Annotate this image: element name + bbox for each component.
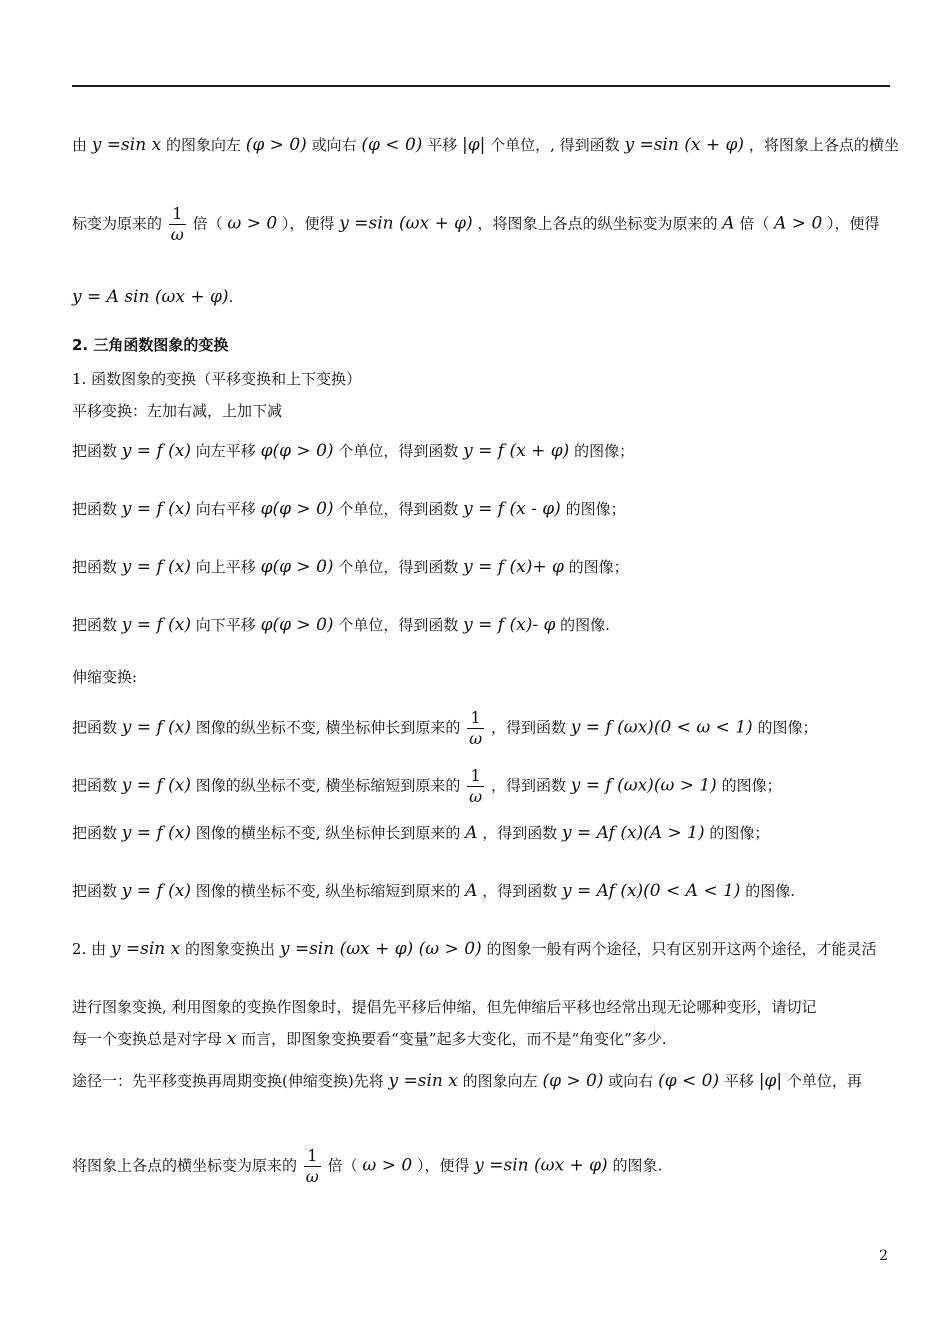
text: 的图像； xyxy=(709,824,770,842)
subheading: 1. 函数图象的变换（平移变换和上下变换） xyxy=(72,370,362,388)
formula: y = f (x) xyxy=(121,441,192,461)
formula: ω > 0 xyxy=(362,1155,413,1176)
text: 将图象上各点的横坐标变为原来的 xyxy=(72,1156,298,1175)
formula: φ(φ > 0) xyxy=(260,615,334,635)
fraction-denominator: ω xyxy=(305,1167,319,1186)
para1-line3 xyxy=(72,286,233,308)
formula: φ(φ > 0) xyxy=(260,441,334,461)
text: 途径一：先平移变换再周期变换(伸缩变换)先将 xyxy=(72,1072,384,1090)
text: 平移 xyxy=(427,136,458,154)
text: 的图象一般有两个途径，只有区别开这两个途径，才能灵活 xyxy=(486,940,877,958)
part2-line4 xyxy=(72,1070,862,1092)
formula: φ(φ > 0) xyxy=(260,499,334,519)
text: 把函数 xyxy=(72,776,118,795)
formula: y = f (x) xyxy=(121,615,192,635)
text: 把函数 xyxy=(72,442,118,460)
fraction-numerator: 1 xyxy=(467,766,484,787)
text: 或向右 xyxy=(311,136,357,154)
text: ），便得 xyxy=(281,214,335,233)
text: 向上平移 xyxy=(195,558,256,576)
formula: (φ > 0) xyxy=(245,135,307,155)
text: 倍（ xyxy=(192,214,223,233)
text: ，得到函数 xyxy=(482,882,558,900)
shift-item xyxy=(72,614,610,636)
formula: x xyxy=(226,1029,237,1049)
text: 把函数 xyxy=(72,824,118,842)
text: 图像的横坐标不变, 纵坐标伸长到原来的 xyxy=(195,824,461,842)
text: ，得到函数 xyxy=(490,776,566,795)
formula: φ(φ > 0) xyxy=(260,557,334,577)
text: 而言，即图象变换要看“变量”起多大变化，而不是“角变化”多少. xyxy=(241,1030,667,1048)
formula: y = f (x)- φ xyxy=(463,615,556,635)
para1-line2 xyxy=(72,204,880,245)
fraction-denominator: ω xyxy=(469,729,483,748)
text: 的图象变换出 xyxy=(185,940,276,958)
part2-line5 xyxy=(72,1146,662,1187)
text: 的图象向左 xyxy=(165,136,241,154)
stretch-item xyxy=(72,880,795,902)
fraction xyxy=(467,766,484,807)
text: 图像的横坐标不变, 纵坐标缩短到原来的 xyxy=(195,882,461,900)
formula: (φ > 0) xyxy=(542,1071,604,1091)
text: ），便得 xyxy=(827,214,880,233)
text: ，得到函数 xyxy=(490,718,566,737)
text: ，将图象上各点的横坐 xyxy=(748,136,899,154)
fraction-denominator: ω xyxy=(469,787,483,806)
text: 倍（ xyxy=(327,1156,358,1175)
text: 向下平移 xyxy=(195,616,256,634)
text: ，得到函数 xyxy=(482,824,558,842)
text: 由 xyxy=(72,136,88,154)
stretch-title: 伸缩变换: xyxy=(72,668,138,686)
formula: y = f (ωx)(0 < ω < 1) xyxy=(570,717,753,738)
text: 个单位，再 xyxy=(786,1072,862,1090)
formula: A xyxy=(722,213,735,234)
formula: y =sin (ωx + φ) xyxy=(474,1155,608,1176)
formula: y =sin x xyxy=(91,135,162,155)
part2-line3 xyxy=(72,1028,667,1050)
text: 个单位，得到函数 xyxy=(338,616,459,634)
text: 倍（ xyxy=(739,214,770,233)
formula: y =sin (x + φ) xyxy=(624,135,745,155)
stretch-item xyxy=(72,766,782,807)
text: 把函数 xyxy=(72,616,118,634)
text: 或向右 xyxy=(608,1072,654,1090)
text: 的图像； xyxy=(568,558,629,576)
text: 2. 由 xyxy=(72,940,107,958)
formula: y = f (x) xyxy=(121,823,192,843)
fraction-numerator: 1 xyxy=(467,708,484,729)
shift-item xyxy=(72,556,629,578)
page-number: 2 xyxy=(879,1248,888,1264)
text: ，将图象上各点的纵坐标变为原来的 xyxy=(477,214,718,233)
formula: y =sin (ωx + φ) xyxy=(339,213,473,234)
formula: (φ < 0) xyxy=(361,135,423,155)
formula: y = f (x) xyxy=(121,775,192,796)
text: ），便得 xyxy=(416,1156,470,1175)
text: 图像的纵坐标不变, 横坐标缩短到原来的 xyxy=(195,776,461,795)
text: 每一个变换总是对字母 xyxy=(72,1030,223,1048)
text: 把函数 xyxy=(72,718,118,737)
fraction xyxy=(304,1146,321,1187)
formula: y = f (x) xyxy=(121,881,192,901)
formula: y =sin x xyxy=(388,1071,458,1091)
para1-line1 xyxy=(72,134,899,156)
text: 的图像. xyxy=(745,882,796,900)
formula: y = f (x) xyxy=(121,717,192,738)
text: 平移 xyxy=(723,1072,754,1090)
fraction-denominator: ω xyxy=(170,225,184,244)
text: . xyxy=(228,288,234,306)
formula: A xyxy=(465,823,478,843)
text: 的图像； xyxy=(574,442,635,460)
text: 图像的纵坐标不变, 横坐标伸长到原来的 xyxy=(195,718,461,737)
part2-line1 xyxy=(72,938,876,960)
text: 向左平移 xyxy=(195,442,256,460)
fraction xyxy=(169,204,186,245)
text: 的图像； xyxy=(565,500,626,518)
text: 把函数 xyxy=(72,558,118,576)
formula: A xyxy=(465,881,478,901)
text: 个单位，得到函数 xyxy=(338,500,459,518)
formula: y = f (x + φ) xyxy=(463,441,570,461)
text: 的图象向左 xyxy=(462,1072,538,1090)
formula: y = Af (x)(A > 1) xyxy=(561,823,705,843)
formula: ω > 0 xyxy=(227,213,278,234)
text: 个单位，得到函数 xyxy=(338,558,459,576)
formula: y =sin x xyxy=(110,939,181,959)
fraction-numerator: 1 xyxy=(304,1146,321,1167)
formula: y =sin (ωx + φ) (ω > 0) xyxy=(279,939,482,959)
formula: y = A sin (ωx + φ) xyxy=(72,287,229,307)
text: 标变为原来的 xyxy=(72,214,163,233)
header-rule xyxy=(72,85,890,87)
text: 个单位，, 得到函数 xyxy=(490,136,620,154)
shift-item xyxy=(72,440,634,462)
fraction xyxy=(467,708,484,749)
formula: y = f (x) xyxy=(121,557,192,577)
stretch-item xyxy=(72,822,769,844)
text: 的图像； xyxy=(721,776,782,795)
formula: y = f (x)+ φ xyxy=(463,557,564,577)
formula: |φ| xyxy=(461,135,486,155)
formula: y = f (ωx)(ω > 1) xyxy=(570,775,717,796)
shift-item xyxy=(72,498,626,520)
text: 个单位，得到函数 xyxy=(338,442,459,460)
formula: y = Af (x)(0 < A < 1) xyxy=(561,881,741,901)
text: 的图像. xyxy=(560,616,610,634)
stretch-item xyxy=(72,708,817,749)
section-heading: 2. 三角函数图象的变换 xyxy=(72,336,229,354)
shift-title: 平移变换：左加右减，上加下减 xyxy=(72,402,283,420)
text: 把函数 xyxy=(72,882,118,900)
formula: |φ| xyxy=(758,1071,783,1091)
text: 把函数 xyxy=(72,500,118,518)
formula: y = f (x - φ) xyxy=(463,499,561,519)
formula: (φ < 0) xyxy=(658,1071,720,1091)
text: 向右平移 xyxy=(195,500,256,518)
fraction-numerator: 1 xyxy=(169,204,186,225)
formula: y = f (x) xyxy=(121,499,192,519)
part2-line2: 进行图象变换, 利用图象的变换作图象时，提倡先平移后伸缩，但先伸缩后平移也经常出现无论哪种变形，请切记 xyxy=(72,998,817,1016)
text: 的图像； xyxy=(757,718,818,737)
formula: A > 0 xyxy=(774,213,823,234)
text: 的图象. xyxy=(612,1156,663,1175)
